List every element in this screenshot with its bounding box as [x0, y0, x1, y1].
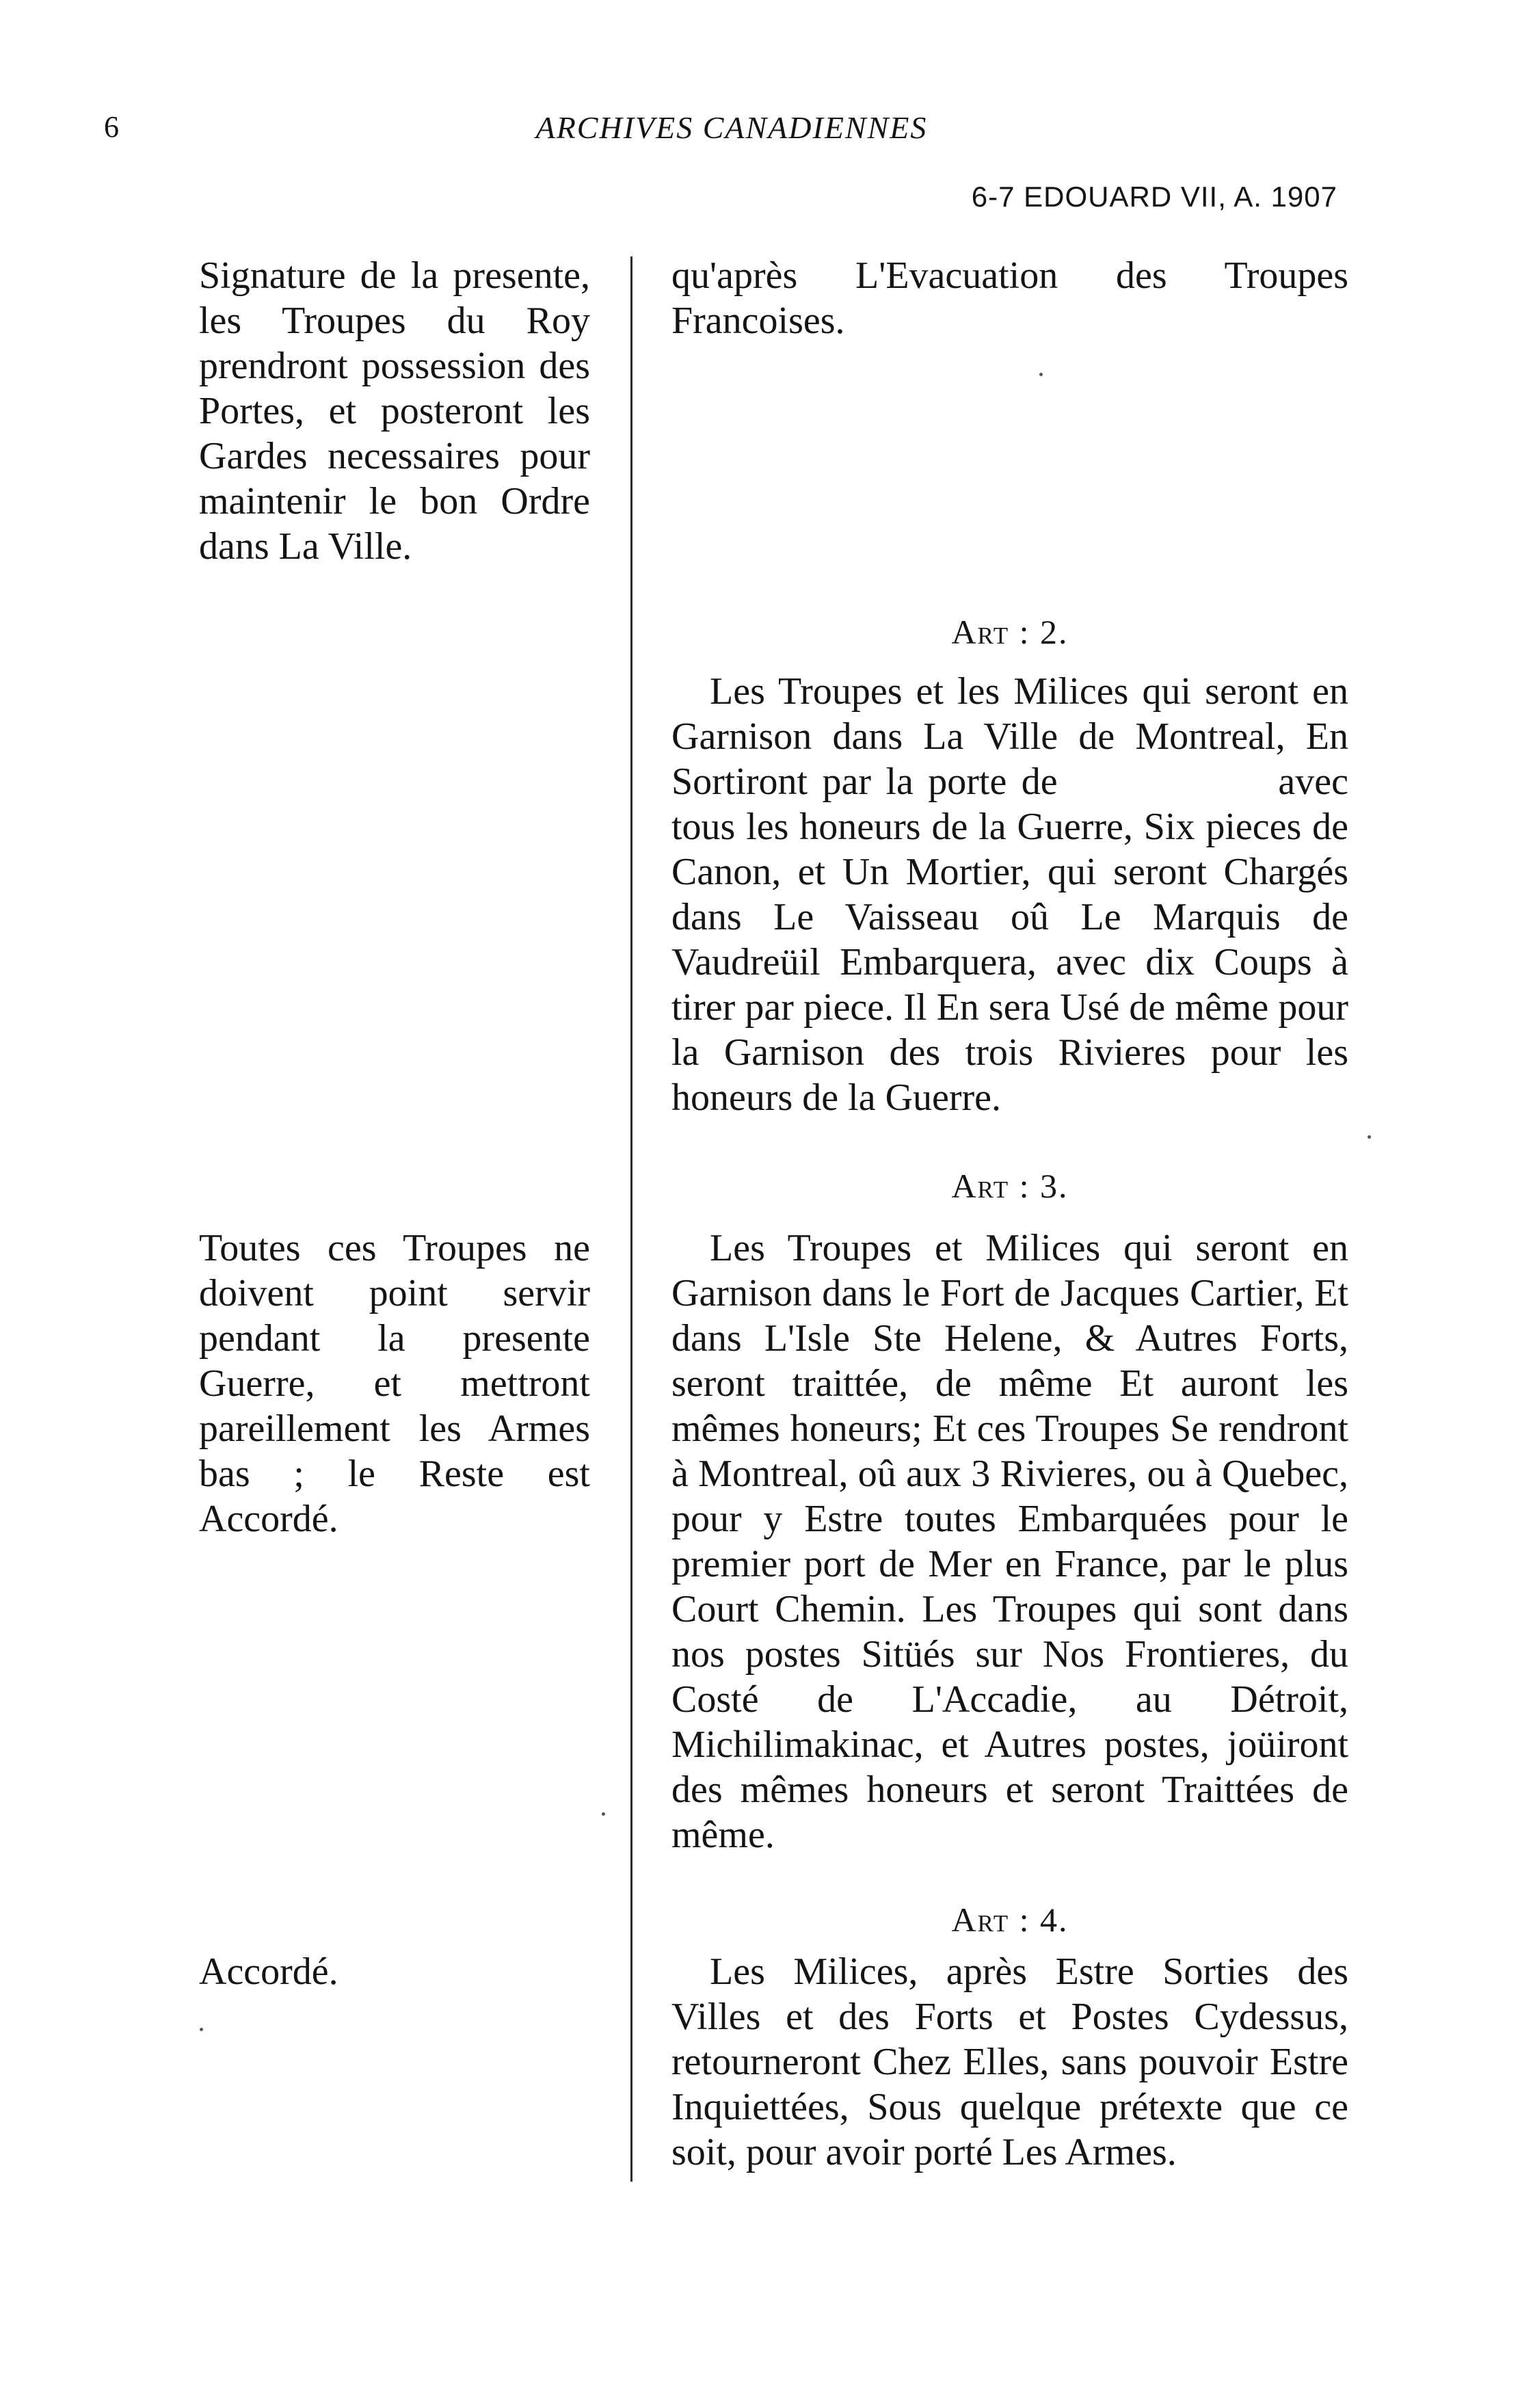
- art-2-heading: Art : 2.: [951, 613, 1069, 651]
- left-note-2-text: Toutes ces Troupes ne doivent point servir pendant la presente Guerre, et mettront pareillement les Armes bas ; le Reste est Accordé.: [199, 1227, 590, 1540]
- page-number: 6: [104, 110, 119, 144]
- scan-speck: [1039, 373, 1043, 376]
- continuation-text: qu'après L'Evacuation des Troupes Francoises.: [671, 254, 1348, 342]
- left-note-3: [199, 1949, 590, 1994]
- art-4-text: Les Milices, après Estre Sorties des Villes et des Forts et Postes Cydessus, retourneront Chez Elles, sans pouvoir Estre Inquiettées, Sous quelque prétexte que ce soit, pour avoir porté Les Armes.: [671, 1950, 1348, 2173]
- art-3-text: Les Troupes et Milices qui seront en Garnison dans le Fort de Jacques Cartier, Et dans L'Isle Ste Helene, & Autres Forts, seront traittée, de même Et auront les mêmes honeurs; Et ces Troupes Se rendront à Montreal, oû aux 3 Rivieres, ou à Quebec, pour y Estre toutes Embarquées pour le premier port de Mer en France, par le plus Court Chemin. Les Troupes qui sont dans nos postes Sitüés sur Nos Frontieres, du Costé de L'Accadie, au Détroit, Michilimakinac, et Autres postes, joüiront des mêmes honeurs et seront Traittées de même.: [671, 1227, 1348, 1856]
- art-4-body: [671, 1949, 1348, 2175]
- art-3-heading: Art : 3.: [951, 1167, 1069, 1205]
- left-note-2: [199, 1226, 590, 1542]
- column-divider: [630, 256, 632, 2182]
- running-title: ARCHIVES CANADIENNES: [535, 110, 928, 145]
- session-reference: 6-7 EDOUARD VII, A. 1907: [971, 181, 1337, 213]
- scan-speck: [200, 2028, 203, 2031]
- art-3-body: [671, 1226, 1348, 1857]
- left-note-1-text: Signature de la presente, les Troupes du Roy prendront possession des Portes, et posteront les Gardes necessaires pour maintenir le bon Ordre dans La Ville.: [199, 254, 590, 568]
- art-4-heading: Art : 4.: [951, 1901, 1069, 1939]
- left-note-1: [199, 253, 590, 569]
- art-2-body: [671, 669, 1348, 1120]
- art-2-text: Les Troupes et les Milices qui seront en Garnison dans La Ville de Montreal, En Sortiront par la porte de avec tous les honeurs de la Guerre, Six pieces de Canon, et Un Mortier, qui seront Chargés dans Le Vaisseau oû Le Marquis de Vaudreüil Embarquera, avec dix Coups à tirer par piece. Il En sera Usé de même pour la Garnison des trois Rivieres pour les honeurs de la Guerre.: [671, 670, 1348, 1119]
- article-continuation: [671, 253, 1348, 343]
- scan-speck: [1368, 1135, 1371, 1139]
- left-note-3-text: Accordé.: [199, 1950, 338, 1993]
- scan-speck: [602, 1812, 605, 1816]
